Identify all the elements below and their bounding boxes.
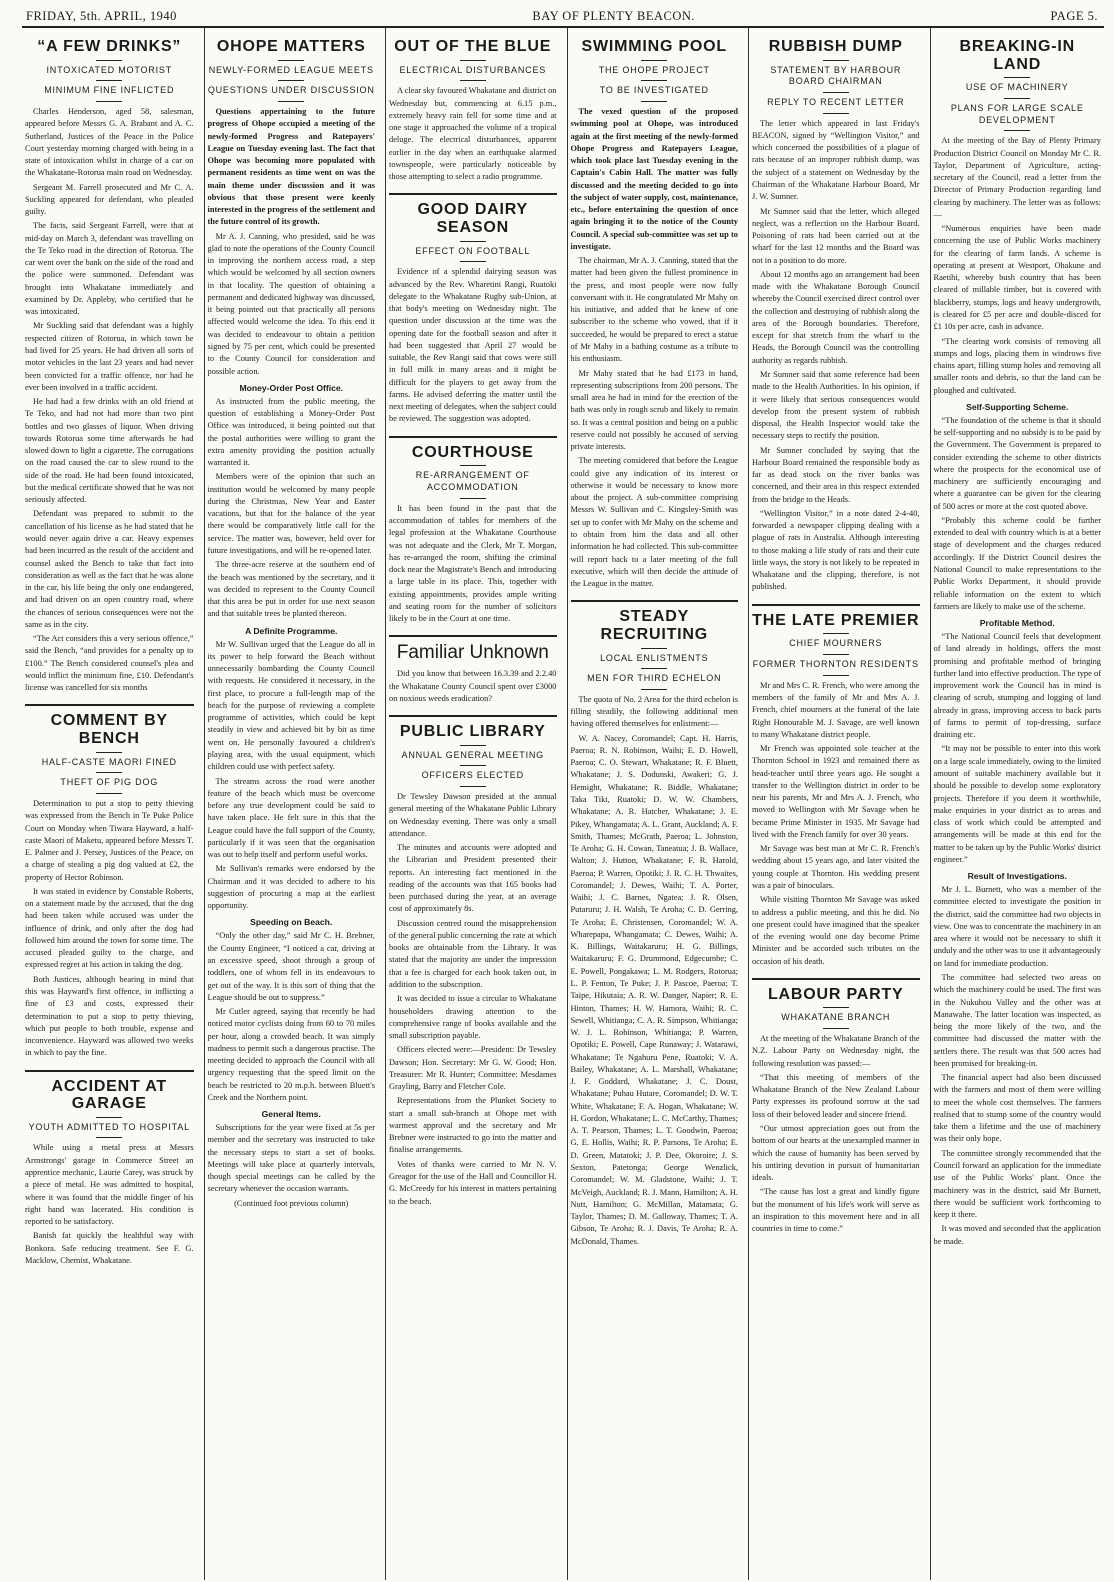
section-heading: Profitable Method. <box>979 618 1055 629</box>
headline: ACCIDENT AT GARAGE <box>25 1070 194 1113</box>
paragraph: “That this meeting of members of the Whakatane Branch of the New Zealand Labour Party expresses its profound sorrow at the sad loss of their beloved leader and sincere friend. <box>752 1072 920 1119</box>
column-4 <box>567 28 742 1580</box>
paragraph: The meeting considered that before the League could give any indication of its interest or otherwise it would be necessary to know more about the project. A sub-committee comprising Messrs W. Sullivan and C. Kingsley-Smith was set up to confer with Mr Mahy on the scheme and to obtain from him the data and all other information he had collected. This sub-committee will report back to a later meeting of the full executive, which will then decide the attitude of the League in the matter. <box>570 456 738 589</box>
article-ohope-matters <box>208 38 376 1208</box>
subheading: OFFICERS ELECTED <box>421 770 524 781</box>
paragraph: W. A. Nacey, Coromandel; Capt. H. Harris, Paeroa; R. N. Robinson, Waihi; E. D. Howell, Paeroa; C. O. Stewart, Whakatane; R. F. Bluett, Whakatane; J. S. Dodunski, Awakeri; G. J. Hemight, Whakatane; R. Biddle, Whakatane; Taka Tiki, Ruatoki; D. W. W. Chambers, Whakatane; A. R. Hatcher, Whakatane; J. E. Pikey, Whangamata; A. L. Grant, Auckland; A. F. Smith, Thames; McGrath, Paeroa; L. Johnston, Te Aroha; G. H. Cowan, Taneatua; J. B. Wallace, Walton; J. Hutton, Whakatane; F. R. Harold, Paeroa; P. Warren, Opotiki; J. R. C. H. Thwaites, Coromandel; J. Dewes, Waihi; T. A. Porter, Waihi; J. C. Barnes, Ngatea; J. R. Olsen, Putaruru; J. H. Walsh, Te Aroha; C. D. Gerring, Te Aroha; E. Christensen, Coromandel; W. A. Wharepapa, Whangamata; C. Dewes, Waihi; A. K. Billings, Waitakaruru; H. G. Billings, Waitakaruru; F. G. Drummond, Edgecumbe; C. E. Powell, Pongakawa; L. M. Rodgers, Rotorua; L. P. Fenton, Te Puke; J. P. Pascoe, Paeroa; T. Taipe, Hikutaia; A. R. W. Danger, Napier; R. E. Hinton, Thames; H. W. Hamora, Waihi; R. C. Sewell, Whitianga; C. A. R. Simpson, Whitianga; W. J. L. Robinson, Whitianga; P. Warren, Opotiki; E. Powell, Cape Runaway; J. Watarawi, Whakatane; Te Ngahuru Pene, Ruatoki; V. A. Bailey, Whakatane; A. L. Marshall, Whakatane; J. F. Goddard, Whakatane; J. C. Doust, Whakatane; Puhau Hutare, Coromandel; D. W. T. White, Whakatane; F. A. Hogan, Whakatane; W. H. Gordon, Whakatane; L. C. McCarthy, Thames; A. T. Pearson, Thames; L. T. Goodwin, Paeroa; G. E. Hollis, Waihi; R. P. Parsons, Te Aroha; E. D. Green, Matatoki; J. P. Dee, Okoroire; J. S. Sexton, Patetonga; George Wenzlick, Coromandel; W. M. Gladstone, Waihi; J. T. McVeigh, Auckland; R. J. Mann, Hamilton; A. H. Nutt, Hamilton; G. McMillan, Matamata; G. Taylor, Thames; D. M. Galloway, Thames; T. A. Gibson, Te Aroha; R. J. Davis, Te Aroha; R. A. McDonald, Thames. <box>570 733 738 1246</box>
issue-date: FRIDAY, 5th. APRIL, 1940 <box>26 9 177 23</box>
paper-title: BAY OF PLENTY BEACON. <box>532 9 696 23</box>
headline: LABOUR PARTY <box>752 978 920 1004</box>
paragraph: “Numerous enquiries have been made concerning the use of Public Works machinery for the clearing of farm lands. A scheme is operating at present at Westport, Ohakune and Raetihi, whereby bush country that has been cleared of millable timber, but is covered with blackberry, stumps, logs and heavy undergrowth, is cleared for £5 per acre and double-disced for £1 10s per acre, cash in advance. <box>933 224 1101 332</box>
masthead <box>22 4 1104 28</box>
columns <box>22 28 1104 1580</box>
subheading: QUESTIONS UNDER DISCUSSION <box>207 85 375 96</box>
article-body <box>571 255 739 590</box>
paragraph: As instructed from the public meeting, the question of establishing a Money-Order Post Office was introduced, it being pointed out that the postal authorities were willing to grant the extra amenity providing the position actually warranted it. <box>207 396 375 468</box>
paragraph: The three-acre reserve at the southern end of the beach was mentioned by the secretary, and it was decided to represent to the County Council that this area be put in order for use next season and that suitable trees be planted thereon. <box>207 560 375 619</box>
paragraph: “The National Council feels that development of land already in holdings, offers the most promising and profitable method of bringing further land into effective production. The type of improvement work the Council has in mind is clearing of scrub, stumping and logging of land already in grass, improving access to back parts of farms to permit of top-dressing, surface draining etc. <box>933 632 1101 740</box>
article-comment-by-bench <box>25 704 194 1059</box>
paragraph: “Only the other day,” said Mr C. H. Brebner, the County Engineer, “I noticed a car, driving at an excessive speed, shoot through a group of toddlers, one of whom fell in its endeavours to get out of the way. It is this sort of thing that the League should be out to suppress.” <box>207 931 375 1002</box>
headline: OUT OF THE BLUE <box>394 38 552 55</box>
paragraph: The facts, said Sergeant Farrell, were that at mid-day on March 3, defendant was travelling on the Te Teko road in the direction of Rotorua. The car went over the bank on the side of the road and the police were summoned. Defendant was brought into Whakatane immediately and examined by Dr. Appleby, who certified that he was intoxicated. <box>25 221 194 317</box>
paragraph: “Probably this scheme could be further extended to deal with country which is at a better stage of development and the charges reduced accordingly. If the District Council desires the National Council to make representations to the Public Works Department, it should provide reliable information on the extent to which farmers are likely to make use of the scheme. <box>933 515 1101 611</box>
subheading: STATEMENT BY HARBOUR BOARD CHAIRMAN <box>770 64 902 87</box>
headline: Familiar Unknown <box>389 635 557 664</box>
article-a-few-drinks <box>25 38 194 694</box>
headline: PUBLIC LIBRARY <box>389 715 557 741</box>
subheading: USE OF MACHINERY <box>965 82 1069 93</box>
paragraph: The committee had selected two areas on which the machinery could be used. The first was in the Nukuhou Valley and the other was at Manawahe. The latter location was inspected, as being the more likely of the two, and the committee had discussed the matter with the settlers there. The result was that 500 acres had been promised for breaking-in. <box>933 972 1101 1068</box>
paragraph: Determination to put a stop to petty thieving was expressed from the Bench in Te Puke Police Court on Monday when Tiwara Hayward, a half-caste Maori of Maketu, appeared before Messrs T. E. Palmer and J. Persey, Justices of the Peace, on a charge of stealing a pig dog valued at £2, the property of Hector Robinson. <box>25 799 194 882</box>
subheading: REPLY TO RECENT LETTER <box>767 96 905 107</box>
paragraph: “The foundation of the scheme is that it should be self-supporting and no subsidy is to be paid by the Government. The Government is prepared to consider extending the scheme to other districts where the prospects for the economical use of machinery are sufficiently encouraging and where a guarantee can be given for the clearing of 500 acres or more at the cost quoted above. <box>933 415 1101 511</box>
subheading: FORMER THORNTON RESIDENTS <box>752 659 919 670</box>
article-rubbish-dump <box>752 38 920 594</box>
headline: SWIMMING POOL <box>581 38 727 55</box>
article-body <box>752 118 920 594</box>
paragraph: “The cause has lost a great and kindly figure but the monument of his life's work will serve as an inspiration to this movement here and in all countries in time to come.” <box>752 1187 920 1234</box>
subheading: ELECTRICAL DISTURBANCES <box>399 64 547 75</box>
section-heading: A Definite Programme. <box>245 625 338 636</box>
article-out-of-the-blue <box>389 38 557 183</box>
subheading: MEN FOR THIRD ECHELON <box>587 673 722 684</box>
column-2 <box>204 28 379 1580</box>
article-body <box>389 668 557 705</box>
section-heading: Self-Supporting Scheme. <box>966 401 1069 412</box>
article-body <box>934 415 1102 613</box>
paragraph: It was stated in evidence by Constable Roberts, on a statement made by the accused, that the dog had been taken while accused was under the influence of drink, and only after the dog had followed him around the town for some time. The accused pleaded guilty to the charge, and expressed regret at his action in taking the dog. <box>25 886 194 970</box>
article-body <box>389 503 557 626</box>
paragraph: Did you know that between 16.3.39 and 2.2.40 the Whakatane County Council spent over £3000 on noxious weeds eradication? <box>389 669 557 703</box>
article-courthouse <box>389 436 557 626</box>
subheading: YOUTH ADMITTED TO HOSPITAL <box>28 1121 190 1132</box>
subheading: MINIMUM FINE INFLICTED <box>44 85 175 96</box>
paragraph: The committee strongly recommended that the Council forward an application for the immediate use of the Public Works' plant. Once the machinery was in the district, said Mr Burnett, there would be sufficient work forthcoming to keep it there. <box>933 1148 1101 1220</box>
paragraph: Mr and Mrs C. R. French, who were among the members of the family of Mr and Mrs A. J. French, chief mourners at the funeral of the late Right Honourable M. J. Savage, are well known to many Whakatane district people. <box>752 680 920 739</box>
article-body <box>389 85 557 183</box>
paragraph: Mr J. L. Burnett, who was a member of the committee elected to investigate the position in the district, said the committee had two objects in view. One was to concentrate the machinery in an area where it would not be necessary to shift it unduly and the other was to use it advantageously on land for immediate production. <box>933 885 1101 968</box>
subheading: WHAKATANE BRANCH <box>781 1012 891 1023</box>
article-public-library <box>389 715 557 1208</box>
column-3 <box>385 28 560 1580</box>
article-body <box>208 106 376 229</box>
lead-paragraph: The vexed question of the proposed swimming pool at Ohope, was introduced again at the first meeting of the newly-formed Ohope Progress and Ratepayers League, which took place last Tuesday evening in the Captain's Cabin Hall. The matter was fully discussed and the meeting decided to go into the subject of water supply, cost, maintenance, etc., before entertaining the question of once again bringing it to the notice of the County Council. A special sub-committee was set up to investigate. <box>570 106 738 251</box>
paragraph: Sergeant M. Farrell prosecuted and Mr C. A. Suckling appeared for defendant, who pleaded guilty. <box>25 182 194 217</box>
article-labour-party <box>752 978 920 1236</box>
article-body <box>934 631 1102 866</box>
paragraph: The chairman, Mr A. J. Canning, stated that the matter had been given the fullest prominence in the press, and most people were now fully conversant with it. He congratulated Mr Mahy on his initiative, and added that he knew of one subscriber to the scheme who vowed, that if it succeeded, he would be prepared to erect a statue of Mr Mahy in a bathing costume as a tribute to his enthusiasm. <box>570 256 738 364</box>
paragraph: The minutes and accounts were adopted and the Librarian and President presented their reports. An interesting fact mentioned in the reading of the accounts was that 165 books had been purchased during the year, at an average cost of approximately 8s. <box>389 843 557 914</box>
article-body <box>25 798 194 1060</box>
paragraph: Mr A. J. Canning, who presided, said he was glad to note the operations of the County Council in improving the northern access road, a step which would be welcomed by all section owners in that locality. The question of obtaining a permanent and dedicated highway was discussed, it being pointed out that practically all persons affected would welcome the idea. To this end it was decided to endeavour to obtain a petition signed by 75 per cent, which could be presented to the County Council for consideration and possible action. <box>207 231 375 376</box>
subheading: CHIEF MOURNERS <box>789 638 883 649</box>
paragraph: “It may not be possible to enter into this work on a large scale immediately, owing to the limited amount of suitable machinery available but it should be possible to develop some exploratory projects. Therefore if you deem it worthwhile, make enquiries in your district as to areas and class of work which could be attempted and arrangements will be made at this end for the matter to be taken up by the Public Works' district engineer.” <box>933 744 1101 864</box>
paragraph: The quota of No. 2 Area for the third echelon is filling steadily, the following additional men having offered themselves for enlistment:— <box>570 694 738 729</box>
paragraph: Charles Henderson, aged 58, salesman, appeared before Messrs G. A. Brabant and A. C. Sutherland, Justices of the Peace in the Police Court yesterday morning charged with being in a state of intoxication whilst in charge of a car on the Whakatane-Rotorua main road on Wednesday. <box>25 106 194 178</box>
subheading: TO BE INVESTIGATED <box>599 85 709 96</box>
article-familiar-unknown <box>389 635 557 705</box>
subheading: LOCAL ENLISTMENTS <box>600 652 709 663</box>
article-accident-at-garage <box>25 1070 194 1268</box>
paragraph: “The clearing work consists of removing all stumps and logs, placing them in windrows five chains apart, filling stump holes and removing all smaller roots and debris, so that the land can be ploughed and cultivated. <box>933 336 1101 395</box>
article-good-dairy-season <box>389 193 557 425</box>
article-body <box>571 106 739 253</box>
article-body <box>934 884 1102 1248</box>
paragraph: Mr Sullivan's remarks were endorsed by the Chairman and it was decided to adhere to his suggestion of procuring a map at the earliest opportunity. <box>207 864 375 911</box>
paragraph: Mr Sumner concluded by saying that the Harbour Board remained the responsible body as far as dead stock on the river banks was concerned, and their area in this respect extended from the bridge to the Heads. <box>752 445 920 504</box>
article-body <box>25 1142 194 1267</box>
column-5 <box>748 28 923 1580</box>
section-heading: General Items. <box>261 1109 321 1120</box>
section-heading: Result of Investigations. <box>967 871 1067 882</box>
paragraph: “Wellington Visitor,” in a note dated 2-4-40, forwarded a newspaper clipping dealing with a plague of rats in Australia. Although interesting to those making a life study of rats and their cute little ways, the story is not likely to be repeated in Whakatane and the clipping, therefore, is not published. <box>752 508 920 592</box>
page-number: PAGE 5. <box>1050 9 1098 23</box>
paragraph: Mr French was appointed sole teacher at the Thornton School in 1923 and remained there as head-teacher until three years ago. He sought a transfer to the Wellington district in order to be near his parents, Mr and Mrs A. J. French, who moved to Wellington with Mr Savage when he became Prime Minister in 1935. Mr Savage had lived with the French family for over 30 years. <box>752 744 920 839</box>
paragraph: At the meeting of the Bay of Plenty Primary Production District Council on Monday Mr C. R. Taylor, Department of Agriculture, acting-secretary of the Council, read a letter from the Director of Primary Production regarding land clearing by machinery. The letter was as follows:— <box>933 136 1101 219</box>
article-steady-recruiting <box>571 600 739 1248</box>
subheading: THEFT OF PIG DOG <box>60 777 159 788</box>
paragraph: The letter which appeared in last Friday's BEACON, signed by “Wellington Visitor,” and which concerned the possibilities of a plague of rats because of an improper rubbish dump, was the subject of a statement on Wednesday by the Chairman of the Whakatane Harbour Board, Mr J. W. Sumner. <box>752 118 920 202</box>
paragraph: Mr Mahy stated that he had £173 in hand, representing subscriptions from 200 persons. The small area he had in mind for the erection of the bath was only in rough scrub and likely to remain so. It was a central position and being on a public reserve could not possibly be accused of serving private interests. <box>570 368 738 452</box>
article-body <box>208 639 376 913</box>
paragraph: Mr Sumner said that some reference had been made to the Health Authorities. In his opinion, if it were likely that serious consequences would develop from the present system of rubbish disposal, the Health Inspector would take the necessary steps to rectify the position. <box>752 369 920 441</box>
lead-paragraph: Questions appertaining to the future progress of Ohope occupied a meeting of the newly-formed Progress and Ratepayers' League on Tuesday evening last. The fact that Ohope was becoming more populated with permanent residents as time went on was the main theme under discussion and it was obvious that those present were keenly interested in the progress of the settlement and the future control of its growth. <box>207 106 375 227</box>
subheading: HALF-CASTE MAORI FINED <box>41 756 177 767</box>
paragraph: Mr Cutler agreed, saying that recently he had noticed motor cyclists doing from 60 to 70 miles per hour, along a crowded beach. It was simply madness to permit such a dangerous practise. The meeting decided to approach the Council with all urgency requesting that the speed limit on the beach be restricted to 20 m.p.h. between Bluett's Creek and the Northern point. <box>207 1007 375 1102</box>
paragraph: It has been found in the past that the accommodation of tables for members of the legal profession at the Whakatane Courthouse was not adequate and the Clerk, Mr T. Morgan, has re-arranged the room, shifting the criminal dock near the Magistrate's Bench and introducing a large table in its place. This, together with existing appointments, provides ample writing and seating room for the number of solicitors likely to be in the Court at one time. <box>389 503 557 624</box>
column-6 <box>930 28 1105 1580</box>
headline: BREAKING-IN LAND <box>959 38 1075 73</box>
article-body <box>208 396 376 621</box>
article-the-late-premier <box>752 604 920 968</box>
article-body <box>571 694 739 1248</box>
continuation-note: (Continued foot previous column) <box>234 1198 349 1208</box>
section-heading: Money-Order Post Office. <box>239 382 344 393</box>
paragraph: The streams across the road were another feature of the beach which must be overcome before any true development could be said to have taken place. He felt sure in this that the League could have the full support of the County, particularly if it was seen that the organisation was out to help itself and perform useful works. <box>207 776 375 860</box>
article-body <box>752 1033 920 1235</box>
paragraph: Mr Sumner said that the letter, which alleged neglect, was a reflection on the Harbour Board. Poisoning of rats had been carried out at the wharf for the last 12 months and the Board was not in a position to do more. <box>752 206 920 265</box>
paragraph: At the meeting of the Whakatane Branch of the N.Z. Labour Party on Wednesday night, the following resolution was passed:— <box>752 1034 920 1068</box>
paragraph: “The Act considers this a very serious offence,” said the Bench, “and provides for a penalty up to £100.” The Bench considered counsel's plea and would inflict the minimum fine, £10. Defendant's license was cancelled for six months <box>25 634 194 693</box>
article-body <box>389 791 557 1208</box>
section-heading: Speeding on Beach. <box>250 917 333 928</box>
subheading: NEWLY-FORMED LEAGUE MEETS <box>208 64 374 75</box>
paragraph: “Our utmost appreciation goes out from the bottom of our hearts at the unexampled manner in which the cause of humanity has been served by his untiring devotion in pursuit of humanitarian ideals. <box>752 1123 920 1183</box>
paragraph: Defendant was prepared to submit to the cancellation of his license as he had stated that he would never again drive a car. Heavy expenses had been incurred as the result of the accident and counsel asked the Bench to take that fact into consideration as well as the fact that he was alone in the car, his life being the only one endangered, and had driven on an open country road, where the chances of serious consequences were not the same as in the city. <box>25 509 194 629</box>
paragraph: Representations from the Plunket Society to start a small sub-branch at Ohope met with warmest approval and the secretary and Mr Brebner were instructed to go into the matter and finalise arrangements. <box>389 1096 557 1155</box>
paragraph: A clear sky favoured Whakatane and district on Wednesday but, commencing at 6.15 p.m., extremely heavy rain fell for some time and at one stage it approached the volume of a tropical deluge. The electrical disturbances, apparent earlier in the day when an earthquake alarmed townspeople, were particularly noticeable by those attempting to select a radio programme. <box>389 86 557 182</box>
paragraph: Evidence of a splendid dairying season was advanced by the Rev. Wharetini Rangi, Ruatoki delegate to the Whakatane Rugby sub-Union, at that body's meeting on Wednesday night. The question under discussion at the time was the opening date for the football season and after it had been suggested that April 27 would be suitable, the Rev Rangi said that cows were still in full milk in many areas and it might be difficult for the players to get away from the farms. He advised deferring the matter until the next meeting of delegates, when the subject could be reviewed. The suggestion was adopted. <box>389 267 557 424</box>
paragraph: Mr Savage was best man at Mr C. R. French's wedding about 15 years ago, and later visited the young couple at Thornton. His wedding present was a pair of binoculars. <box>752 844 920 890</box>
subheading: THE OHOPE PROJECT <box>598 64 710 75</box>
headline: STEADY RECRUITING <box>571 600 739 643</box>
paragraph: Mr Suckling said that defendant was a highly respected citizen of Rotorua, in which town he had lived for 25 years. He had driven all sorts of motor vehicles in the last 23 years and had never been convicted for a traffic offence, nor had he ever been involved in a traffic accident. <box>25 321 194 392</box>
article-swimming-pool <box>571 38 739 590</box>
paragraph: Subscriptions for the year were fixed at 5s per member and the secretary was instructed to take the necessary steps to start a set of books. Meetings will take place at quarterly intervals, though special meetings can be called by the secretary whenever the occasion warrants. <box>207 1123 375 1194</box>
paragraph: Members were of the opinion that such an institution would be welcomed by many people during the Christmas, New Year and Easter vacations, but that for the balance of the year there would be comparatively little call for the service. The matter was, however, held over for future investigations, and will be re-opened later. <box>207 472 375 555</box>
paragraph: It was moved and seconded that the application be made. <box>933 1224 1101 1246</box>
article-body <box>25 106 194 694</box>
article-body <box>208 1122 376 1196</box>
paragraph: About 12 months ago an arrangement had been made with the Whakatane Borough Council whereby the Council exercised direct control over the collection and destroying of rubbish along the area of the Borough boundaries. Therefore, except for that stretch from the wharf to the Heads, the Borough Council was the controlling authority as regards rubbish. <box>752 269 920 365</box>
article-body <box>208 930 376 1104</box>
column-1 <box>22 28 197 1580</box>
article-body <box>208 231 376 378</box>
subheading: PLANS FOR LARGE SCALE DEVELOPMENT <box>950 102 1084 125</box>
paragraph: While using a metal press at Messrs Armstrongs' garage in Commerce Street an apprentice mechanic, Laurie Carey, was struck by a piece of metal. He was admitted to hospital, where it was found that the middle finger of his right hand was lacerated. His condition is reported to be satisfactory. <box>25 1143 194 1227</box>
paragraph: He had had a few drinks with an old friend at Te Teko, and had not had more than two pint bottles and two glasses of liquor. When driving towards Rotorua some time afterwards he had slowed down to light a cigarette. The corrugations on the road caused the car to slew round to the side of the road. He had been found intoxicated, but the medical certificate showed that he was not seriously affected. <box>25 397 194 505</box>
subheading: INTOXICATED MOTORIST <box>46 64 172 75</box>
paragraph: Banish fat quickly the healthful way with Bonkora. Safe reducing treatment. See F. G. Macklow, Chemist, Whakatane. <box>25 1231 194 1265</box>
paragraph: The financial aspect had also been discussed with the farmers and most of them were willing to meet the whole cost themselves. The farmers realised that to stump some of the country would take them a lifetime and the use of machinery was their only hope. <box>933 1073 1101 1144</box>
headline: COMMENT BY BENCH <box>25 704 194 747</box>
headline: OHOPE MATTERS <box>216 38 366 55</box>
headline: THE LATE PREMIER <box>752 604 920 630</box>
article-body <box>389 266 557 425</box>
paragraph: While visiting Thornton Mr Savage was asked to address a public meeting, and this he did. No one present could have imagined that the speaker of the evening would one day become Prime Minister and be accorded such tributes on the occasion of his death. <box>752 895 920 966</box>
article-breaking-in-land <box>934 38 1102 1248</box>
paragraph: Dr Tewsley Dawson presided at the annual general meeting of the Whakatane Public Library on Wednesday evening. There was only a small attendance. <box>389 792 557 838</box>
article-body <box>752 680 920 968</box>
paragraph: Mr W. Sullivan urged that the League do all in its power to help forward the Beach without unnecessarily bombarding the County Council with requests. He considered it necessary, in the first place, to procure a full-length map of the beach for the purpose of reviewing a complete programme of activities, which could be kept steadily in view and achieved bit by bit as time went on. He personally favoured a children's playing area, with the usual equipment, which children could use with perfect safety. <box>207 639 375 772</box>
paragraph: Votes of thanks were carried to Mr N. V. Greagor for the use of the Hall and Councillor H. G. McCreedy for his interest in matters pertaining to the beach. <box>389 1159 557 1206</box>
subheading: EFFECT ON FOOTBALL <box>415 245 531 256</box>
subheading: ANNUAL GENERAL MEETING <box>401 749 544 760</box>
headline: GOOD DAIRY SEASON <box>389 193 557 236</box>
headline: COURTHOUSE <box>389 436 557 462</box>
subheading: RE-ARRANGEMENT OF ACCOMMODATION <box>415 470 530 493</box>
paragraph: Both Justices, although bearing in mind that this was Hayward's first offence, in inflicting a fine of £3 and costs, expressed their determination to put a stop to petty thieving, which put people to both trouble, expense and inconvenience. Hayward was allowed two weeks in which to pay the fine. <box>25 974 194 1058</box>
headline: RUBBISH DUMP <box>768 38 903 55</box>
headline: “A FEW DRINKS” <box>37 38 182 55</box>
paragraph: Officers elected were:—President: Dr Tewsley Dawson; Hon. Secretary: Mr G. W. Good; Hon. Treasurer: Mr R. Hunter; Committee: Mesdames Grayling, Barry and Fletcher Cole. <box>389 1045 557 1092</box>
paragraph: Discussion centred round the misapprehension of the general public concerning the rate at which books are obtainable from the Library. It was stated that the majority are under the impression that a fee is charged for each book taken out, in addition to the subscription. <box>389 918 557 989</box>
paragraph: It was decided to issue a circular to Whakatane householders drawing attention to the comprehensive range of books available and the small subscription payable. <box>389 994 557 1041</box>
article-body <box>934 135 1102 397</box>
